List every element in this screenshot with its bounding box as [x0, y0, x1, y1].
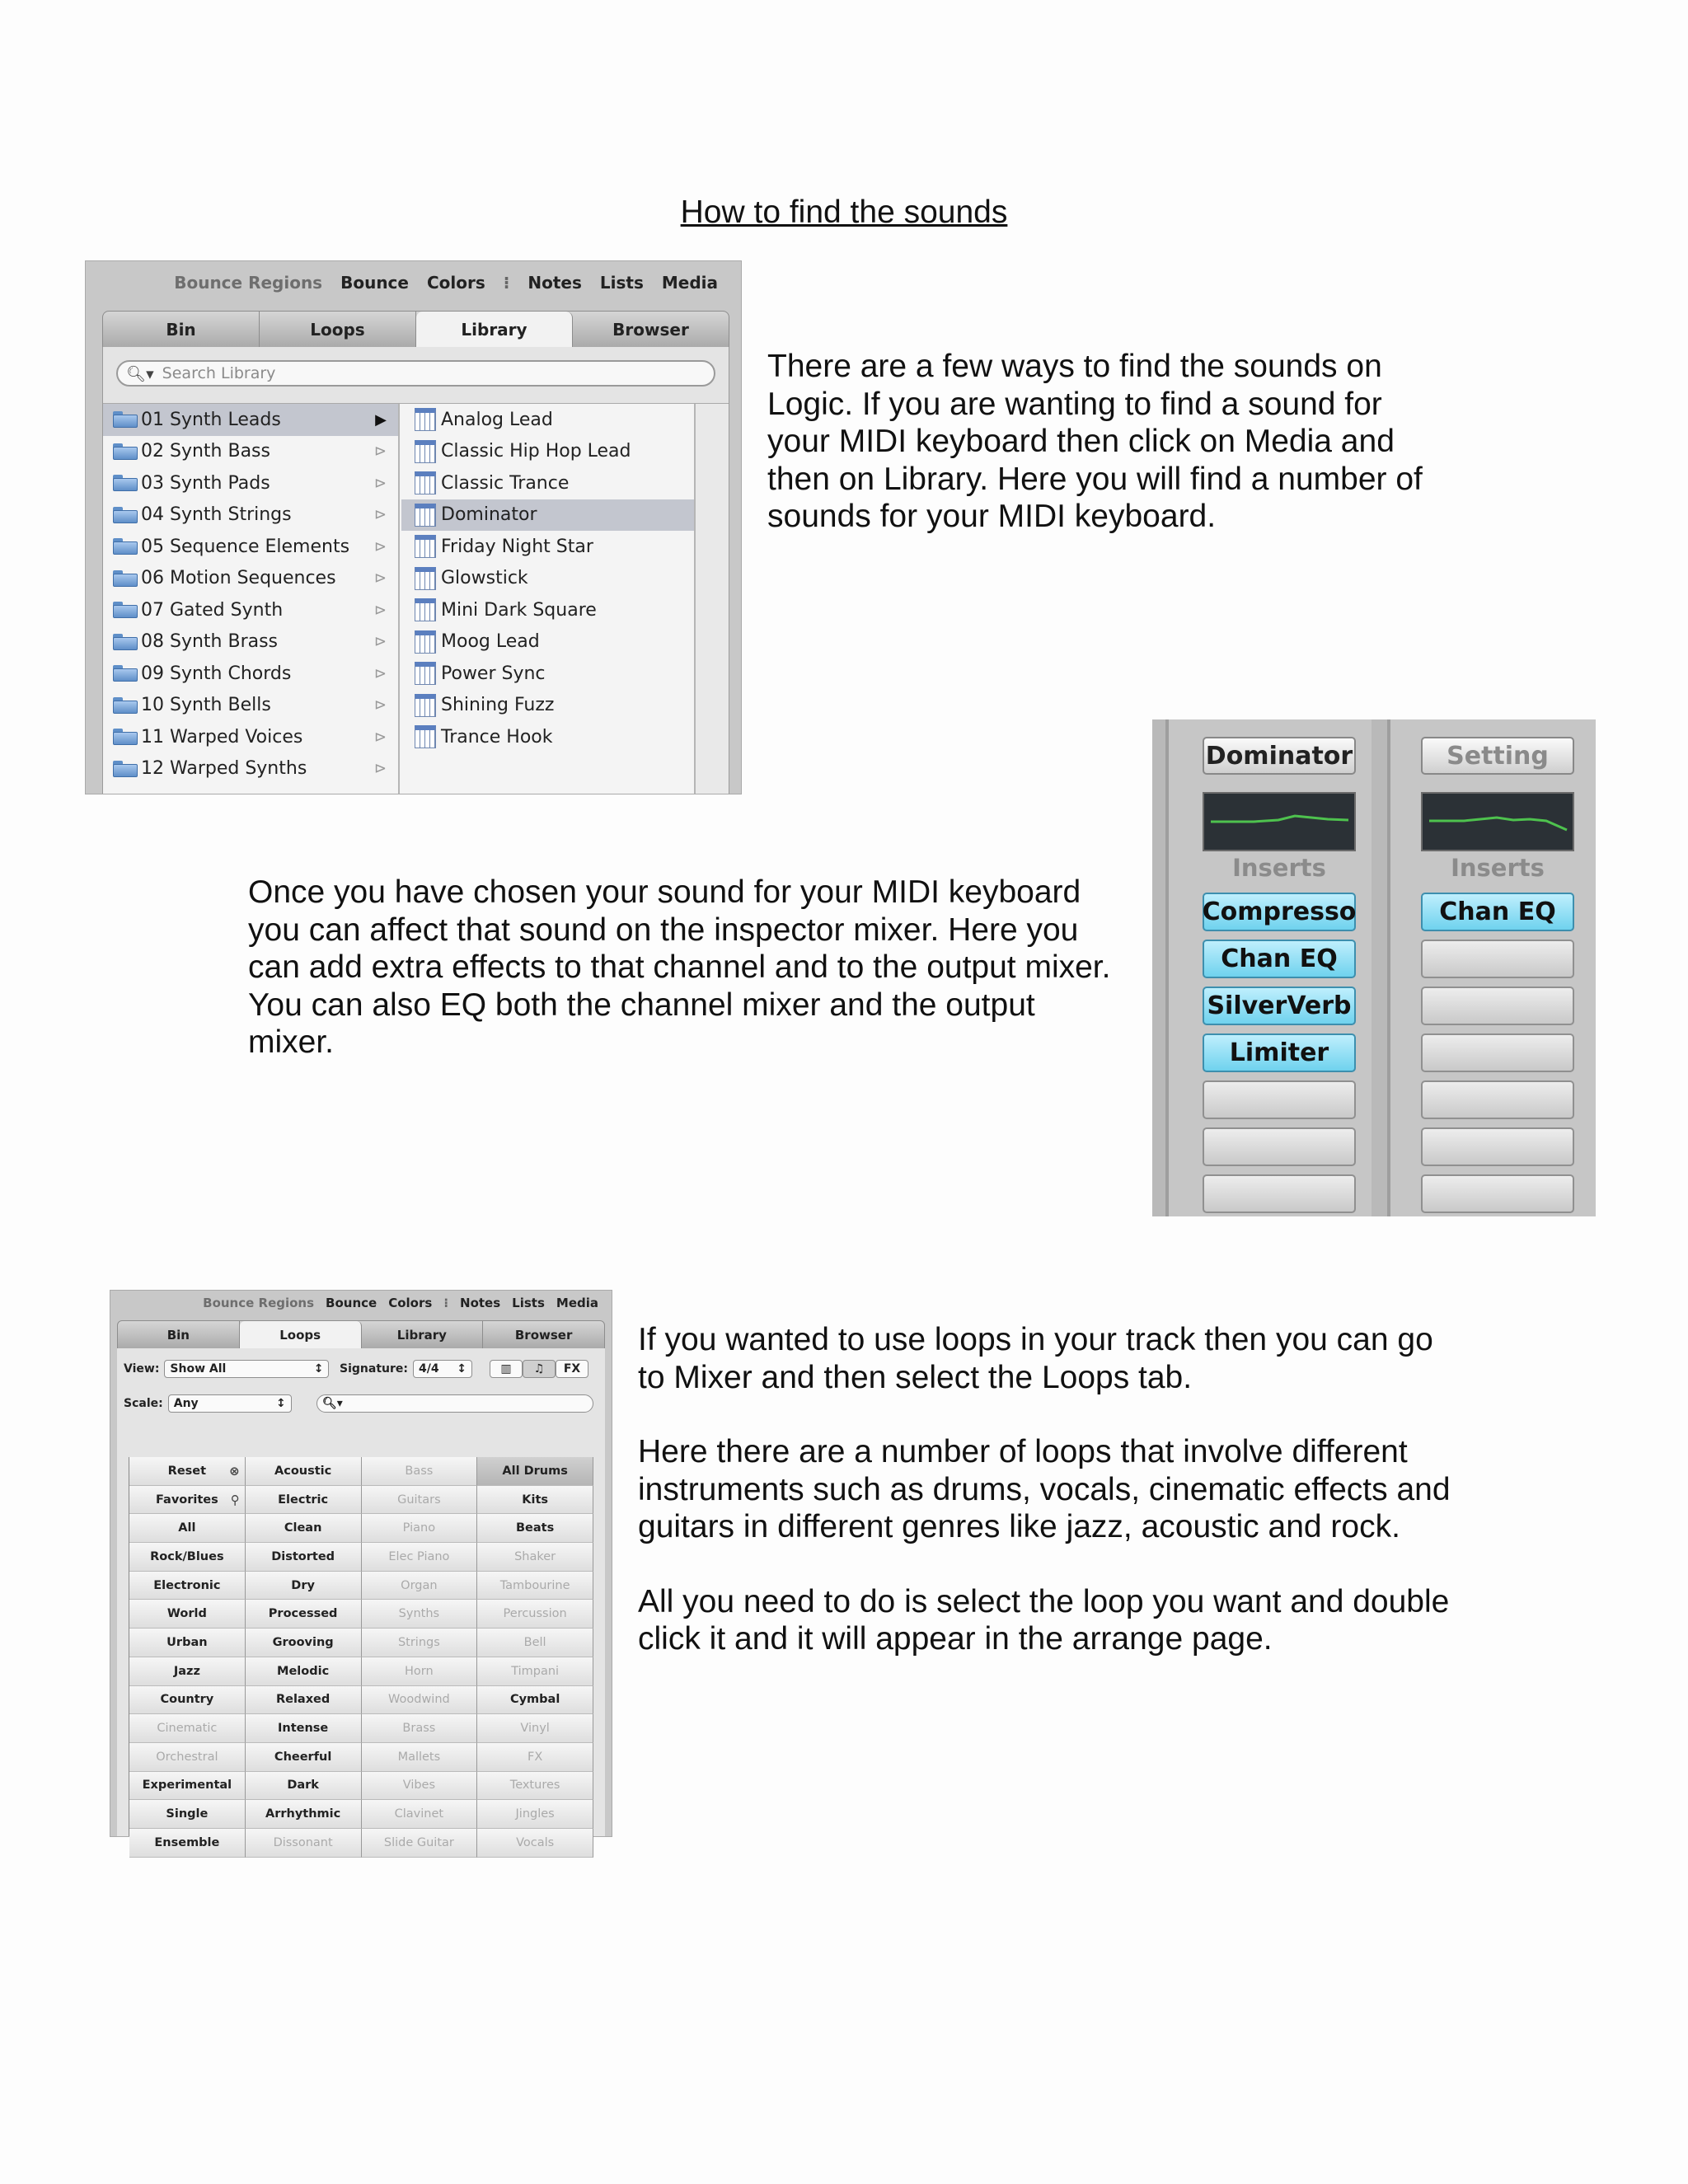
loop-keyword-button[interactable] — [129, 1714, 246, 1743]
bounce-button[interactable]: Bounce — [340, 273, 409, 293]
toolbar-separator-icon: ⁝ — [443, 1296, 449, 1310]
right-insert-slot-empty[interactable] — [1421, 1174, 1574, 1213]
left-insert-slot[interactable]: Chan EQ — [1203, 940, 1356, 978]
left-insert-slot[interactable]: Limiter — [1203, 1033, 1356, 1072]
bounce-regions-button[interactable]: Bounce Regions — [174, 273, 323, 293]
flag-arrow-icon: ⊳ — [373, 443, 387, 461]
paragraph-loops — [638, 1321, 1462, 1695]
media-button[interactable]: Media — [556, 1296, 598, 1310]
loop-keyword-label: Elec Piano — [388, 1549, 450, 1563]
flag-arrow-icon: ⊳ — [373, 537, 387, 555]
loop-keyword-button[interactable] — [362, 1572, 478, 1601]
loop-keyword-label: Piano — [402, 1521, 436, 1535]
flag-arrow-icon: ⊳ — [373, 474, 387, 492]
tab-library[interactable]: Library — [362, 1321, 484, 1349]
flag-arrow-icon: ⊳ — [373, 506, 387, 524]
loop-search-input[interactable] — [316, 1394, 593, 1413]
view-control — [124, 1360, 329, 1378]
bounce-regions-button[interactable]: Bounce Regions — [203, 1296, 315, 1310]
patch-row[interactable] — [401, 594, 694, 626]
signature-label: Signature: — [340, 1362, 408, 1376]
loop-keyword-button[interactable] — [362, 1714, 478, 1743]
patch-keyboard-icon — [415, 408, 436, 431]
scale-control — [124, 1394, 292, 1413]
loop-keyword-button[interactable] — [129, 1800, 246, 1829]
bounce-button[interactable]: Bounce — [326, 1296, 377, 1310]
category-row[interactable] — [103, 753, 398, 785]
folder-icon — [113, 602, 138, 618]
paragraph-library-text: There are a few ways to find the sounds on Logic. If you are wanting to find a sound for your MIDI keyboard then click on Media and then on Library. Here you will find a number of sounds for your MIDI keyboard. — [767, 349, 1423, 534]
loop-keyword-button[interactable] — [129, 1514, 246, 1543]
category-label: 02 Synth Bass — [141, 441, 270, 462]
tab-library[interactable]: Library — [416, 312, 573, 348]
category-label: 03 Synth Pads — [141, 472, 270, 494]
loop-keyword-button[interactable] — [129, 1572, 246, 1601]
right-insert-slot-empty[interactable] — [1421, 940, 1574, 978]
tab-loops[interactable]: Loops — [260, 312, 416, 348]
paragraph-loops-text-2: Here there are a number of loops that involve different instruments such as drums, vocals, cinematic effects and guitars in different genres like jazz, acoustic and rock. — [638, 1434, 1451, 1544]
loop-keyword-button[interactable] — [362, 1600, 478, 1629]
tab-browser[interactable]: Browser — [514, 1328, 573, 1343]
pin-icon: ⚲ — [230, 1492, 240, 1507]
loops-body — [117, 1348, 605, 1849]
loop-keyword-button[interactable] — [362, 1743, 478, 1772]
loop-keyword-label: Bell — [523, 1635, 546, 1649]
paragraph-inspector-text: Once you have chosen your sound for your MIDI keyboard you can affect that sound on the inspector mixer. Here you can add extra effects to that channel and to the output mixer. You can also EQ both the channel mixer and the output mixer. — [248, 874, 1111, 1060]
patch-label: Analog Lead — [441, 409, 553, 430]
loop-keyword-button[interactable] — [362, 1772, 478, 1801]
right-inserts-label: Inserts — [1451, 854, 1545, 882]
loop-keyword-label: All Drums — [502, 1464, 568, 1478]
patch-label: Power Sync — [441, 663, 546, 684]
loop-keyword-label: Jazz — [173, 1664, 200, 1678]
loop-keyword-button[interactable] — [362, 1486, 478, 1515]
loop-keyword-button[interactable] — [246, 1572, 362, 1601]
loop-keyword-label: Intense — [277, 1722, 329, 1736]
loop-keyword-button[interactable] — [129, 1543, 246, 1572]
paragraph-inspector — [248, 874, 1122, 1099]
library-body — [102, 347, 729, 794]
patch-keyboard-icon — [415, 630, 436, 654]
loop-keyword-button[interactable] — [246, 1457, 362, 1486]
category-label: 07 Gated Synth — [141, 599, 284, 621]
patch-label: Classic Trance — [441, 472, 570, 494]
left-eq-display[interactable] — [1203, 792, 1356, 851]
category-label: 01 Synth Leads — [141, 409, 281, 430]
loop-keyword-label: World — [166, 1607, 207, 1621]
loop-keyword-button[interactable] — [477, 1743, 593, 1772]
library-columns — [103, 403, 729, 794]
right-insert-slot-empty[interactable] — [1421, 987, 1574, 1025]
loop-keyword-button[interactable] — [129, 1457, 246, 1486]
tab-bin[interactable]: Bin — [118, 1321, 240, 1349]
patch-keyboard-icon — [415, 567, 436, 590]
patch-row[interactable] — [401, 436, 694, 468]
loop-keyword-button[interactable] — [246, 1600, 362, 1629]
loop-keyword-label: Percussion — [503, 1607, 567, 1621]
inspector-inserts-screenshot — [1152, 719, 1596, 1216]
loop-keyword-label: Ensemble — [154, 1835, 220, 1849]
signature-select[interactable] — [413, 1360, 472, 1378]
category-label: 09 Synth Chords — [141, 663, 292, 684]
loop-keyword-button[interactable] — [129, 1686, 246, 1715]
right-insert-slot-empty[interactable] — [1421, 1080, 1574, 1119]
category-label: 06 Motion Sequences — [141, 568, 336, 589]
left-insert-slot[interactable]: Compresso — [1203, 893, 1356, 931]
media-tabs — [117, 1320, 605, 1350]
search-library-input[interactable] — [116, 360, 715, 387]
loop-keyword-button[interactable] — [477, 1572, 593, 1601]
lists-button[interactable]: Lists — [599, 273, 644, 293]
view-select[interactable] — [164, 1360, 329, 1378]
category-row[interactable] — [103, 658, 398, 690]
signature-value: 4/4 — [418, 1362, 439, 1376]
media-tabs — [102, 311, 729, 349]
loop-keyword-button[interactable] — [129, 1657, 246, 1686]
music-view-icon[interactable]: ♫ — [523, 1360, 556, 1378]
right-insert-slot[interactable]: Chan EQ — [1421, 893, 1574, 931]
loop-keyword-label: Cinematic — [157, 1722, 218, 1736]
loop-keyword-label: Bass — [405, 1464, 434, 1478]
right-eq-display[interactable] — [1421, 792, 1574, 851]
loop-keyword-label: Guitars — [397, 1493, 441, 1507]
loop-keyword-button[interactable] — [246, 1714, 362, 1743]
loop-keyword-label: Electric — [278, 1493, 329, 1507]
empty-column — [696, 404, 729, 794]
loop-keyword-button[interactable] — [246, 1686, 362, 1715]
media-toolbar — [174, 273, 718, 293]
library-panel-screenshot — [85, 260, 742, 794]
loop-keyword-label: Melodic — [277, 1664, 330, 1678]
right-eq-curve-icon — [1423, 794, 1573, 850]
patch-row[interactable] — [401, 658, 694, 690]
loop-keyword-label: Dissonant — [273, 1835, 333, 1849]
loop-keyword-label: Textures — [509, 1779, 560, 1793]
patch-row[interactable] — [401, 467, 694, 499]
updown-icon: ↕ — [313, 1362, 324, 1376]
loop-keyword-label: Horn — [405, 1664, 434, 1678]
search-icon: 🔍︎▾ — [322, 1397, 343, 1410]
loop-keyword-label: Strings — [397, 1635, 440, 1649]
loop-keyword-label: Timpani — [511, 1664, 560, 1678]
left-insert-slot-empty[interactable] — [1203, 1174, 1356, 1213]
loop-keyword-button[interactable] — [362, 1514, 478, 1543]
loop-keyword-label: All — [178, 1521, 196, 1535]
patch-label: Trance Hook — [441, 726, 553, 748]
folder-icon — [113, 697, 138, 714]
media-toolbar — [203, 1296, 598, 1310]
scale-select[interactable] — [168, 1394, 292, 1413]
loop-keyword-label: Kits — [522, 1493, 549, 1507]
loop-keyword-button[interactable] — [362, 1543, 478, 1572]
folder-icon — [113, 729, 138, 745]
patch-keyboard-icon — [415, 535, 436, 558]
updown-icon: ↕ — [457, 1362, 467, 1376]
loop-keyword-label: Grooving — [272, 1635, 334, 1649]
patch-row[interactable] — [401, 531, 694, 563]
loops-panel-screenshot — [110, 1290, 612, 1849]
left-insert-slot-empty[interactable] — [1203, 1080, 1356, 1119]
scale-value: Any — [173, 1397, 199, 1410]
flag-arrow-icon: ⊳ — [373, 601, 387, 619]
category-row[interactable] — [103, 563, 398, 595]
folder-icon — [113, 538, 138, 555]
loop-keyword-button[interactable] — [362, 1686, 478, 1715]
lists-button[interactable]: Lists — [512, 1296, 545, 1310]
loop-keyword-label: Brass — [402, 1722, 436, 1736]
loop-keyword-label: Clean — [284, 1521, 322, 1535]
paragraph-library — [767, 348, 1443, 573]
folder-icon — [113, 665, 138, 682]
column-view-icon[interactable]: ▥ — [490, 1360, 523, 1378]
loop-keyword-button[interactable] — [246, 1829, 362, 1858]
search-placeholder: Search Library — [162, 364, 276, 382]
scale-label: Scale: — [124, 1397, 163, 1410]
loop-keyword-label: Woodwind — [388, 1693, 450, 1707]
loop-keyword-button[interactable] — [129, 1772, 246, 1801]
loop-keyword-label: Experimental — [142, 1779, 232, 1793]
media-button[interactable]: Media — [661, 273, 718, 293]
loop-keyword-label: Orchestral — [156, 1750, 218, 1764]
category-row[interactable] — [103, 690, 398, 722]
loop-keyword-button[interactable] — [362, 1829, 478, 1858]
loop-keyword-label: Dry — [291, 1578, 315, 1592]
loop-keyword-button[interactable] — [129, 1629, 246, 1657]
loop-keyword-label: Relaxed — [275, 1693, 331, 1707]
loop-keyword-button[interactable] — [477, 1714, 593, 1743]
category-row[interactable] — [103, 626, 398, 658]
loop-keyword-button[interactable] — [362, 1657, 478, 1686]
loop-keyword-button[interactable] — [477, 1457, 593, 1486]
left-eq-curve-icon — [1204, 794, 1354, 850]
colors-button[interactable]: Colors — [388, 1296, 433, 1310]
loop-keyword-button[interactable] — [362, 1457, 478, 1486]
category-label: 12 Warped Synths — [141, 758, 307, 780]
left-insert-slot[interactable]: SilverVerb — [1203, 987, 1356, 1025]
category-label: 05 Sequence Elements — [141, 536, 350, 557]
loop-search — [316, 1394, 593, 1413]
toolbar-separator-icon: ⁝ — [503, 273, 510, 293]
patch-row[interactable] — [401, 690, 694, 722]
left-inserts-label: Inserts — [1232, 854, 1326, 882]
patch-keyboard-icon — [415, 440, 436, 463]
loop-keyword-label: Synths — [398, 1607, 440, 1621]
flag-arrow-icon: ⊳ — [373, 664, 387, 682]
patch-keyboard-icon — [415, 598, 436, 621]
loop-keyword-button[interactable] — [129, 1600, 246, 1629]
category-list — [103, 404, 400, 794]
fx-view-button[interactable]: FX — [556, 1360, 588, 1378]
folder-icon — [113, 761, 138, 777]
left-insert-slot-empty[interactable] — [1203, 1127, 1356, 1166]
patch-label: Mini Dark Square — [441, 599, 597, 621]
loop-keyword-button[interactable] — [246, 1543, 362, 1572]
loop-keyword-button[interactable] — [477, 1829, 593, 1858]
patch-label: Dominator — [441, 504, 537, 526]
right-setting-button[interactable]: Setting — [1421, 737, 1574, 775]
loop-keyword-label: Organ — [401, 1578, 438, 1592]
loop-keyword-label: Vibes — [402, 1779, 436, 1793]
signature-control — [340, 1360, 472, 1378]
right-insert-slot-empty[interactable] — [1421, 1033, 1574, 1072]
patch-label: Friday Night Star — [441, 536, 593, 557]
loop-keyword-label: Urban — [166, 1635, 208, 1649]
folder-icon — [113, 570, 138, 587]
patch-keyboard-icon — [415, 662, 436, 685]
patch-row[interactable] — [401, 404, 694, 436]
folder-icon — [113, 507, 138, 523]
loop-keyword-button[interactable] — [246, 1743, 362, 1772]
loop-keyword-label: Clavinet — [394, 1807, 444, 1821]
loop-keyword-label: Jingles — [515, 1807, 555, 1821]
patch-label: Moog Lead — [441, 631, 540, 653]
loop-keyword-button[interactable] — [477, 1657, 593, 1686]
loop-keyword-button[interactable] — [477, 1772, 593, 1801]
loop-keyword-label: Electronic — [153, 1578, 221, 1592]
category-row[interactable] — [103, 436, 398, 468]
loop-keyword-label: Vinyl — [520, 1722, 550, 1736]
loop-keyword-button[interactable] — [129, 1743, 246, 1772]
loop-keyword-label: Country — [160, 1693, 214, 1707]
loop-keyword-button[interactable] — [477, 1600, 593, 1629]
loop-keyword-button[interactable] — [477, 1486, 593, 1515]
patch-row[interactable] — [401, 499, 694, 532]
view-label: View: — [124, 1362, 160, 1376]
loop-keyword-button[interactable] — [129, 1829, 246, 1858]
flag-arrow-icon: ⊳ — [373, 569, 387, 588]
play-arrow-icon: ▶ — [375, 410, 387, 429]
loop-keyword-button[interactable] — [477, 1629, 593, 1657]
flag-arrow-icon: ⊳ — [373, 760, 387, 778]
category-row[interactable] — [103, 499, 398, 532]
folder-icon — [113, 634, 138, 650]
reset-x-icon: ⊗ — [229, 1463, 240, 1479]
left-setting-button[interactable]: Dominator — [1203, 737, 1356, 775]
loop-keyword-button[interactable] — [246, 1772, 362, 1801]
loop-keyword-label: Dark — [287, 1779, 319, 1793]
loop-keyword-label: Shaker — [514, 1549, 556, 1563]
flag-arrow-icon: ⊳ — [373, 633, 387, 651]
category-row[interactable] — [103, 721, 398, 753]
patch-label: Glowstick — [441, 568, 528, 589]
loop-keyword-label: Reset — [167, 1464, 207, 1478]
tab-bin[interactable]: Bin — [103, 312, 260, 348]
loop-keyword-label: Cymbal — [509, 1693, 560, 1707]
loop-keyword-label: FX — [527, 1750, 543, 1764]
loop-keyword-label: Mallets — [397, 1750, 441, 1764]
loop-keyword-label: Distorted — [271, 1549, 335, 1563]
loop-keyword-grid — [129, 1457, 593, 1849]
loop-keyword-label: Tambourine — [499, 1578, 570, 1592]
category-row[interactable] — [103, 594, 398, 626]
loop-keyword-label: Rock/Blues — [150, 1549, 224, 1563]
search-icon: 🔍︎▾ — [126, 364, 154, 383]
patch-keyboard-icon — [415, 471, 436, 494]
patch-row[interactable] — [401, 563, 694, 595]
category-label: 08 Synth Brass — [141, 631, 279, 653]
loop-keyword-button[interactable] — [477, 1800, 593, 1829]
paragraph-loops-text-1: If you wanted to use loops in your track then you can go to Mixer and then select the Loops tab. — [638, 1322, 1433, 1395]
loop-keyword-label: Cheerful — [274, 1750, 332, 1764]
patch-keyboard-icon — [415, 694, 436, 717]
category-row[interactable] — [103, 531, 398, 563]
tab-loops[interactable]: Loops — [240, 1321, 362, 1349]
loop-keyword-label: Single — [166, 1807, 209, 1821]
loop-keyword-label: Slide Guitar — [383, 1835, 454, 1849]
loop-keyword-button[interactable] — [477, 1686, 593, 1715]
page-title: How to find the sounds — [680, 194, 1008, 230]
category-row[interactable] — [103, 404, 398, 436]
loop-keyword-label: Vocals — [516, 1835, 555, 1849]
notes-button[interactable]: Notes — [460, 1296, 501, 1310]
notes-button[interactable]: Notes — [528, 273, 582, 293]
patch-row[interactable] — [401, 626, 694, 658]
tab-browser[interactable]: Browser — [612, 320, 689, 340]
loop-keyword-label: Processed — [268, 1607, 338, 1621]
folder-icon — [113, 443, 138, 460]
loop-keyword-button[interactable] — [477, 1514, 593, 1543]
paragraph-loops-text-3: All you need to do is select the loop you want and double click it and it will appear in the arrange page. — [638, 1583, 1450, 1657]
patch-row[interactable] — [401, 721, 694, 753]
loop-keyword-label: Favorites — [155, 1493, 218, 1507]
loop-keyword-button[interactable] — [246, 1800, 362, 1829]
loop-keyword-button[interactable] — [246, 1514, 362, 1543]
patch-label: Shining Fuzz — [441, 695, 555, 716]
loop-keyword-button[interactable] — [246, 1629, 362, 1657]
patch-keyboard-icon — [415, 725, 436, 748]
loop-keyword-label: Arrhythmic — [265, 1807, 341, 1821]
right-insert-slot-empty[interactable] — [1421, 1127, 1574, 1166]
category-label: 04 Synth Strings — [141, 504, 292, 526]
loop-keyword-button[interactable] — [129, 1486, 246, 1515]
flag-arrow-icon: ⊳ — [373, 696, 387, 715]
category-label: 10 Synth Bells — [141, 695, 271, 716]
category-label: 11 Warped Voices — [141, 726, 303, 748]
loop-keyword-button[interactable] — [246, 1486, 362, 1515]
colors-button[interactable]: Colors — [426, 273, 485, 293]
loop-keyword-button[interactable] — [477, 1543, 593, 1572]
loop-keyword-button[interactable] — [362, 1629, 478, 1657]
folder-icon — [113, 411, 138, 428]
loop-keyword-button[interactable] — [246, 1657, 362, 1686]
view-mode-buttons — [490, 1360, 588, 1378]
category-row[interactable] — [103, 467, 398, 499]
loop-keyword-button[interactable] — [362, 1800, 478, 1829]
loop-keyword-label: Beats — [516, 1521, 555, 1535]
patch-keyboard-icon — [415, 504, 436, 527]
updown-icon: ↕ — [276, 1397, 286, 1410]
flag-arrow-icon: ⊳ — [373, 728, 387, 746]
folder-icon — [113, 475, 138, 491]
loop-keyword-label: Acoustic — [274, 1464, 332, 1478]
patch-label: Classic Hip Hop Lead — [441, 441, 631, 462]
view-value: Show All — [170, 1362, 227, 1376]
patch-list — [401, 404, 696, 794]
